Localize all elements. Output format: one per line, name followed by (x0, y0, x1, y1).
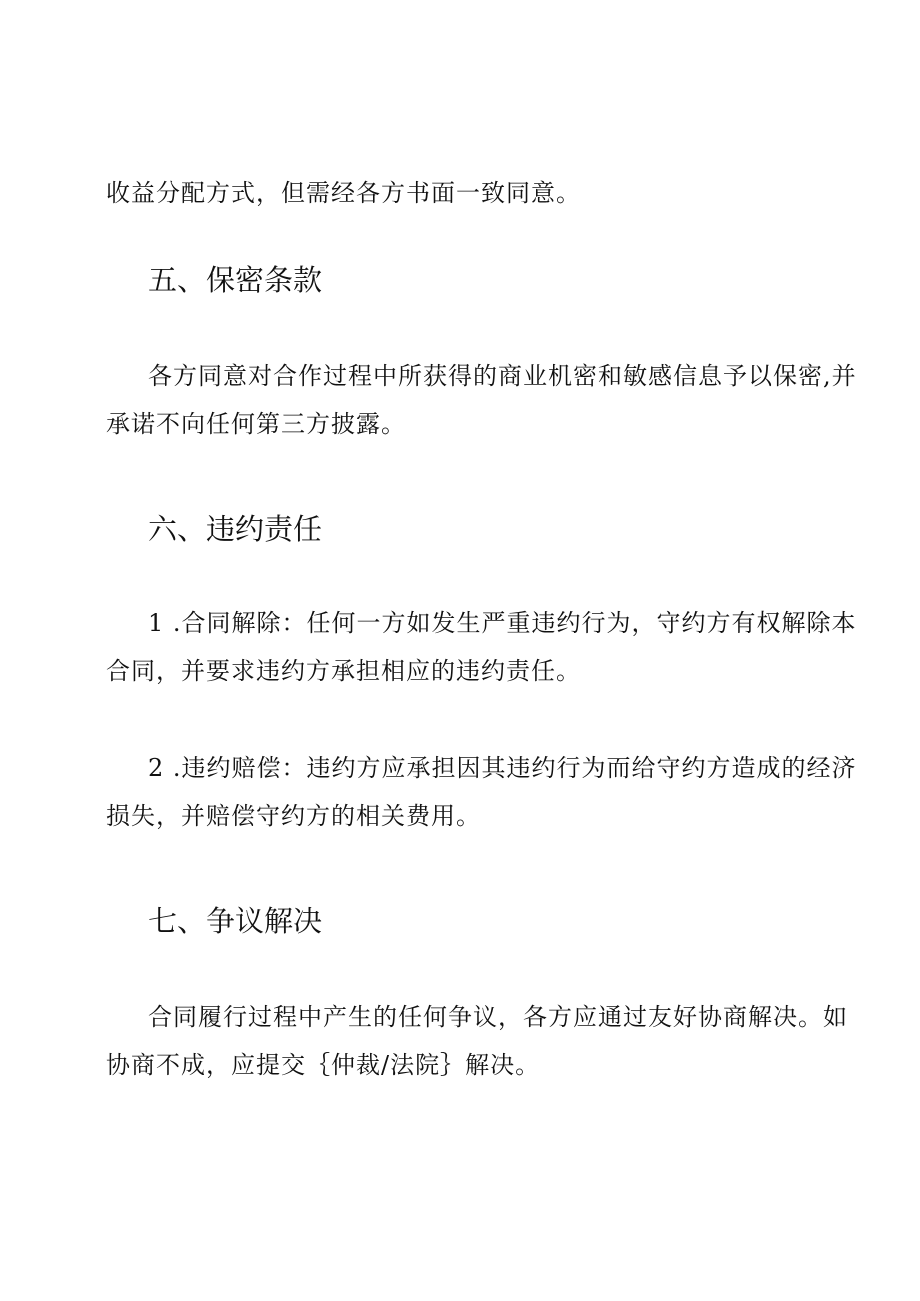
confidentiality-paragraph-line-1: 各方同意对合作过程中所获得的商业机密和敏感信息予以保密,并 (148, 362, 857, 390)
confidentiality-paragraph-line-2: 承诺不向任何第三方披露。 (106, 410, 406, 438)
breach-item-2-line-2: 损失，并赔偿守约方的相关费用。 (106, 802, 481, 830)
section-heading-confidentiality: 五、保密条款 (148, 263, 323, 297)
breach-item-2-line-1: 2 .违约赔偿：违约方应承担因其违约行为而给守约方造成的经济 (148, 754, 857, 782)
section-heading-dispute-resolution: 七、争议解决 (148, 904, 323, 938)
section-heading-breach-liability: 六、违约责任 (148, 512, 323, 546)
dispute-paragraph-line-1: 合同履行过程中产生的任何争议，各方应通过友好协商解决。如 (148, 1003, 848, 1031)
dispute-paragraph-line-2: 协商不成，应提交｛仲裁/法院｝解决。 (106, 1051, 541, 1079)
intro-continuation-text: 收益分配方式，但需经各方书面一致同意。 (106, 179, 581, 207)
breach-item-1-line-2: 合同，并要求违约方承担相应的违约责任。 (106, 657, 581, 685)
breach-item-1-line-1: 1 .合同解除：任何一方如发生严重违约行为，守约方有权解除本 (148, 609, 857, 637)
